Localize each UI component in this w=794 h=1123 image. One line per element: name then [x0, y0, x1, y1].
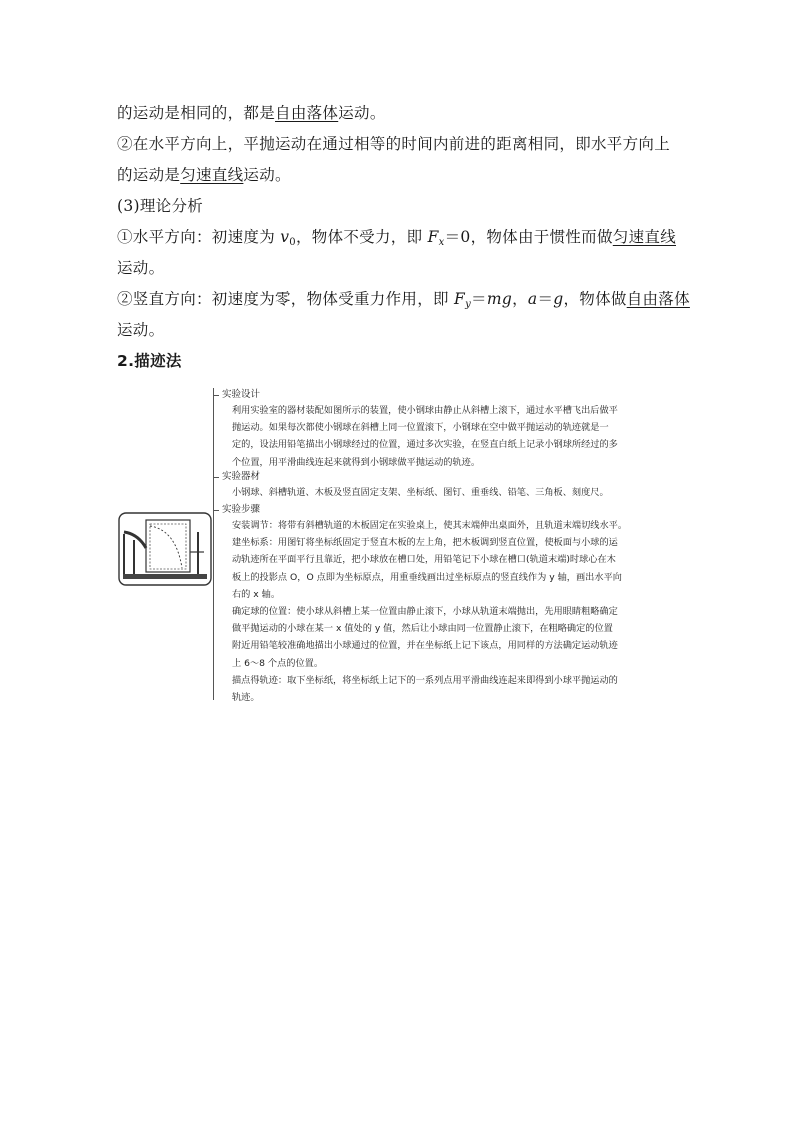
steps-line: 板上的投影点 O，O 点即为坐标原点，用重垂线画出过坐标原点的竖直线作为 y 轴，画出水平向: [232, 571, 622, 583]
materials-paragraph: [232, 484, 682, 501]
steps-paragraph: [232, 517, 682, 706]
mg-symbol: mg: [486, 290, 513, 308]
comma: ，: [512, 290, 528, 308]
g-symbol: g: [553, 290, 564, 308]
text-line-6: [117, 258, 164, 278]
answer-uniform-linear-2: 匀速直线: [612, 228, 676, 246]
design-paragraph: [232, 402, 682, 471]
section-heading-theory: [117, 196, 203, 216]
answer-free-fall-2: 自由落体: [626, 290, 690, 308]
design-line: 利用实验室的器材装配如图所示的装置，使小钢球由静止从斜槽上滚下，通过水平槽飞出后做平: [232, 405, 618, 416]
fx-symbol: F: [427, 228, 439, 246]
line2-text: ②在水平方向上，平抛运动在通过相等的时间内前进的距离相同，即水平方向上: [117, 135, 671, 153]
section-heading-tracing: [117, 351, 182, 371]
heading-design: 实验设计: [222, 389, 261, 400]
v-subscript: 0: [289, 237, 296, 248]
steps-line: 动轨迹所在平面平行且靠近，把小球放在槽口处，用铅笔记下小球在槽口(轨道末端)时球心在木: [232, 554, 616, 566]
steps-line: 安装调节：将带有斜槽轨道的木板固定在实验桌上，使其末端伸出桌面外，且轨道末端切线水平。: [232, 520, 628, 531]
line1-text: 的运动是相同的，都是: [117, 104, 276, 122]
fy-subscript: y: [465, 299, 472, 310]
design-line: 个位置，用平滑曲线连起来就得到小钢球做平抛运动的轨迹。: [232, 456, 481, 468]
text-line-7: [117, 289, 690, 315]
steps-line: 附近用铅笔较准确地描出小球通过的位置，并在坐标纸上记下该点，用同样的方法确定运动轨迹: [232, 640, 618, 652]
bracket-tick-2: [213, 477, 219, 478]
vertical-direction-text: ②竖直方向：初速度为零，物体受重力作用，即: [117, 290, 455, 308]
line3-text: 的运动是: [117, 166, 181, 184]
steps-line: 上 6～8 个点的位置。: [232, 657, 324, 669]
design-line: 抛运动。如果每次都使小钢球在斜槽上同一位置滚下，小钢球在空中做平抛运动的轨迹就是一: [232, 422, 609, 434]
experiment-bracket: [213, 388, 683, 703]
text-line-3: [117, 165, 291, 185]
line8-text: 运动。: [117, 321, 165, 339]
design-line: 定的，设法用铅笔描出小钢球经过的位置，通过多次实验，在竖直白纸上记录小钢球所经过的多: [232, 439, 618, 451]
line7-tail: ，物体做: [563, 290, 627, 308]
materials-line: 小钢球、斜槽轨道、木板及竖直固定支架、坐标纸、图钉、重垂线、铅笔、三角板、刻度尺。: [232, 487, 609, 498]
heading-steps: 实验步骤: [222, 504, 261, 515]
apparatus-figure: [118, 512, 212, 586]
equals-1: ＝: [471, 290, 487, 308]
answer-free-fall: 自由落体: [275, 104, 339, 122]
equals-2: ＝: [537, 290, 554, 308]
fx-subscript: x: [438, 237, 445, 248]
line1-end: 运动。: [338, 104, 386, 122]
line3-end: 运动。: [243, 166, 291, 184]
steps-line: 建坐标系：用图钉将坐标纸固定于竖直木板的左上角，把木板调到竖直位置，使板面与小球的运: [232, 537, 618, 549]
text-line-8: [117, 320, 164, 340]
line6-text: 运动。: [117, 259, 165, 277]
bracket-tick-3: [213, 510, 219, 511]
bracket-tick-1: [213, 395, 219, 396]
text-line-2: [117, 134, 670, 154]
v-symbol: v: [280, 228, 290, 246]
horizontal-direction-text: ①水平方向：初速度为: [117, 228, 281, 246]
steps-line: 描点得轨迹：取下坐标纸，将坐标纸上记下的一系列点用平滑曲线连起来即得到小球平抛运动的: [232, 674, 618, 686]
text-line-5: [117, 227, 676, 253]
a-symbol: a: [527, 290, 538, 308]
tracing-heading: 2.描迹法: [117, 352, 182, 370]
steps-line: 确定球的位置：使小球从斜槽上某一位置由静止滚下，小球从轨道末端抛出，先用眼睛粗略确定: [232, 605, 618, 617]
steps-line: 右的 x 轴。: [232, 588, 281, 600]
steps-line: 轨迹。: [232, 691, 260, 703]
text-line-1: [117, 103, 386, 123]
line5-tail: ＝0，物体由于惯性而做: [444, 228, 613, 246]
fy-symbol: F: [454, 290, 466, 308]
line5-mid: ，物体不受力，即: [295, 228, 428, 246]
steps-line: 做平抛运动的小球在某一 x 值处的 y 值，然后让小球由同一位置静止滚下，在粗略确定的位置: [232, 623, 613, 635]
bracket-line: [213, 388, 214, 700]
answer-uniform-linear: 匀速直线: [180, 166, 244, 184]
heading-materials: 实验器材: [222, 471, 261, 482]
theory-heading: (3)理论分析: [117, 197, 204, 215]
